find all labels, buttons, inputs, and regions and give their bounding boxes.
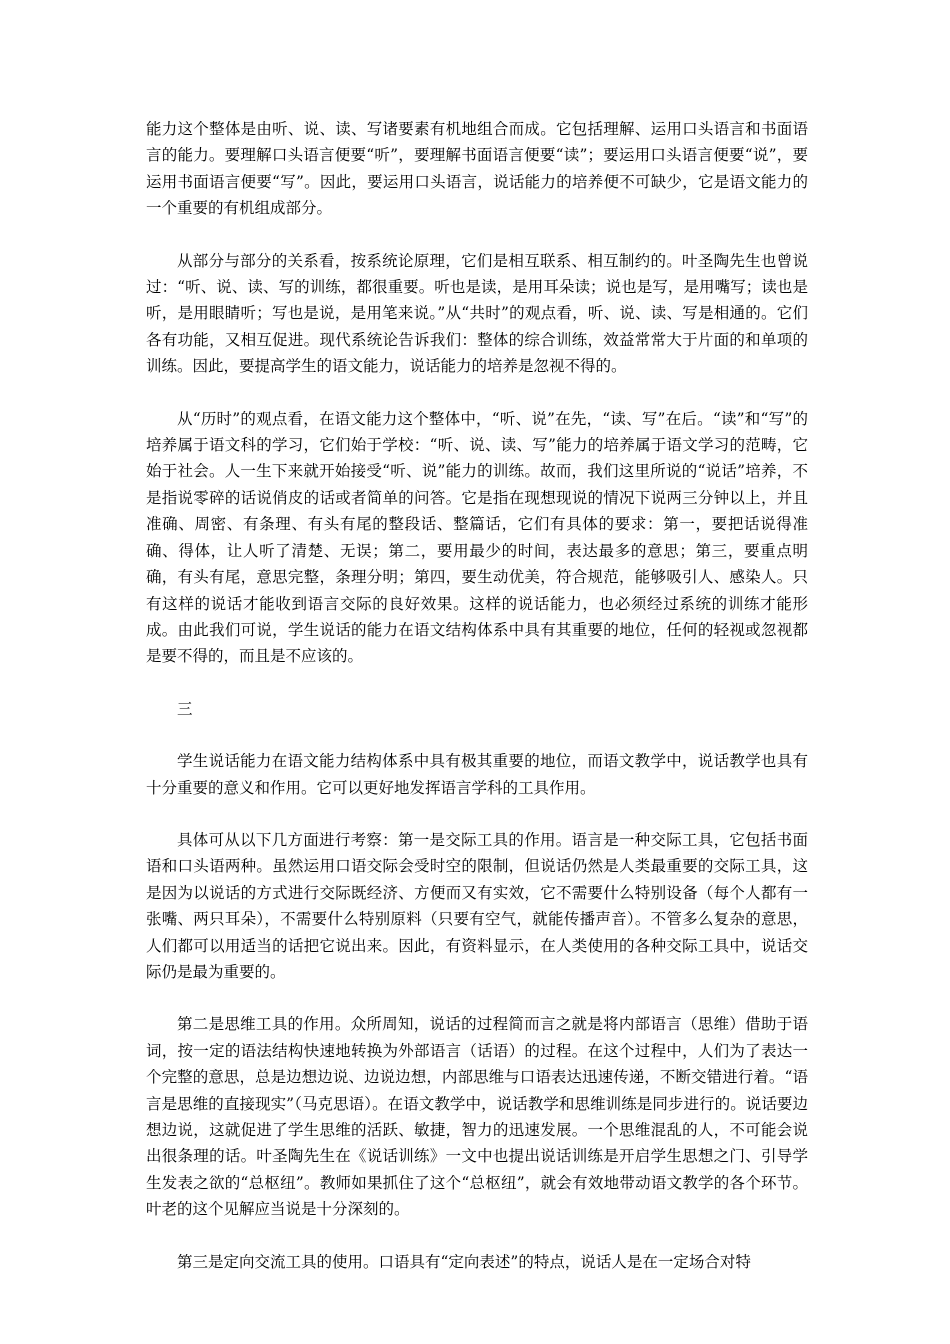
paragraph-4: 学生说话能力在语文能力结构体系中具有极其重要的地位，而语文教学中，说话教学也具有十分重要的意义和作用。它可以更好地发挥语言学科的工具作用。 bbox=[146, 752, 808, 797]
paragraph-3: 从“历时”的观点看，在语文能力这个整体中，“听、说”在先，“读、写”在后。“读”和“写”的培养属于语文科的学习，它们始于学校：“听、说、读、写”能力的培养属于语文学习的范畴，它始于社会。人一生下来就开始接受“听、说”能力的训练。故而，我们这里所说的“说话”培养，不是指说零碎的话说俏皮的话或者简单的问答。它是指在现想现说的情况下说两三分钟以上，并且准确、周密、有条理、有头有尾的整段话、整篇话，它们有具体的要求：第一，要把话说得准确、得体，让人听了清楚、无误；第二，要用最少的时间，表达最多的意思；第三，要重点明确，有头有尾，意思完整，条理分明；第四，要生动优美，符合规范，能够吸引人、感染人。只有这样的说话才能收到语言交际的良好效果。这样的说话能力，也必须经过系统的训练才能形成。由此我们可说，学生说话的能力在语文结构体系中具有其重要的地位，任何的轻视或忽视都是要不得的，而且是不应该的。 bbox=[146, 409, 808, 666]
paragraph-6: 第二是思维工具的作用。众所周知，说话的过程简而言之就是将内部语言（思维）借助于语词，按一定的语法结构快速地转换为外部语言（话语）的过程。在这个过程中，人们为了表达一个完整的意思，总是边想边说、边说边想，内部思维与口语表达迅速传递，不断交错进行着。“语言是思维的直接现实”（马克思语）。在语文教学中，说话教学和思维训练是同步进行的。说话要边想边说，这就促进了学生思维的活跃、敏捷，智力的迅速发展。一个思维混乱的人，不可能会说出很条理的话。叶圣陶先生在《说话训练》一文中也提出说话训练是开启学生思想之门、引导学生发表之欲的“总枢纽”。教师如果抓住了这个“总枢纽”，就会有效地带动语文教学的各个环节。叶老的这个见解应当说是十分深刻的。 bbox=[146, 1015, 808, 1219]
paragraph-5: 具体可从以下几方面进行考察：第一是交际工具的作用。语言是一种交际工具，它包括书面语和口头语两种。虽然运用口语交际会受时空的限制，但说话仍然是人类最重要的交际工具，这是因为以说话的方式进行交际既经济、方便而又有实效，它不需要什么特别设备（每个人都有一张嘴、两只耳朵），不需要什么特别原料（只要有空气，就能传播声音）。不管多么复杂的意思，人们都可以用适当的话把它说出来。因此，有资料显示，在人类使用的各种交际工具中，说话交际仍是最为重要的。 bbox=[146, 830, 808, 981]
paragraph-1: 能力这个整体是由听、说、读、写诸要素有机地组合而成。它包括理解、运用口头语言和书面语言的能力。要理解口头语言便要“听”，要理解书面语言便要“读”；要运用口头语言便要“说”，要运用书面语言便要“写”。因此，要运用口头语言，说话能力的培养便不可缺少，它是语文能力的一个重要的有机组成部分。 bbox=[146, 120, 808, 218]
paragraph-7: 第三是定向交流工具的使用。口语具有“定向表述”的特点，说话人是在一定场合对特 bbox=[177, 1252, 751, 1271]
section-heading: 三 bbox=[177, 699, 193, 718]
document-page bbox=[146, 116, 808, 1301]
paragraph-2: 从部分与部分的关系看，按系统论原理，它们是相互联系、相互制约的。叶圣陶先生也曾说过：“听、说、读、写的训练，都很重要。听也是读，是用耳朵读；说也是写，是用嘴写；读也是听，是用眼睛听；写也是说，是用笔来说。”从“共时”的观点看，听、说、读、写是相通的。它们各有功能，又相互促进。现代系统论告诉我们：整体的综合训练，效益常常大于片面的和单项的训练。因此，要提高学生的语文能力，说话能力的培养是忽视不得的。 bbox=[146, 251, 808, 376]
